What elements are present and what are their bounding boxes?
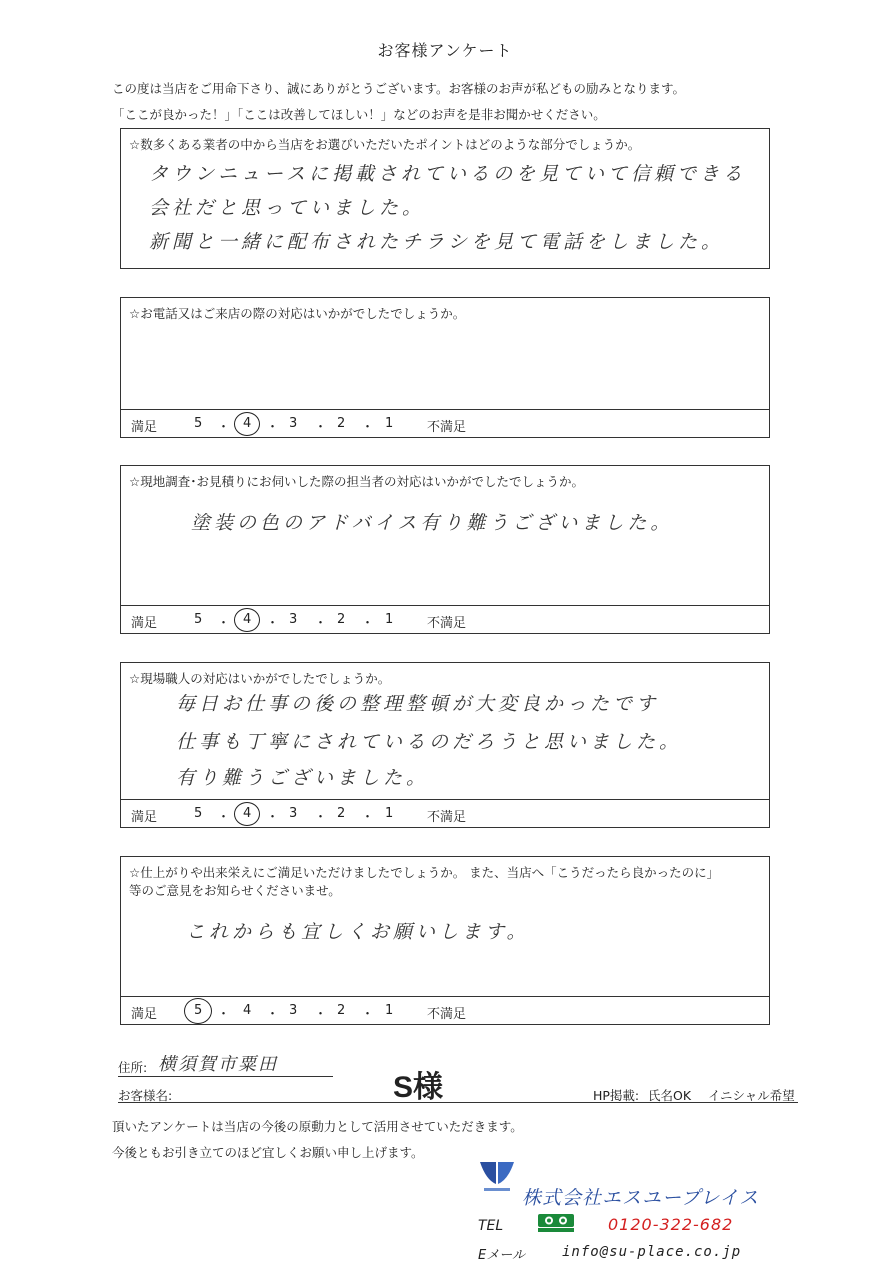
rating-4: 4 <box>243 1003 252 1018</box>
rating-satisfied-label: 満足 <box>131 1007 158 1022</box>
freedial-icon <box>538 1214 574 1232</box>
rating-5: 5 <box>194 806 203 821</box>
handwritten-answer: 毎日お仕事の後の整理整頓が大変良かったです <box>176 693 660 715</box>
customer-name: S様 <box>393 1071 444 1104</box>
tel-label: TEL <box>478 1218 504 1234</box>
intro-line-1: この度は当店をご用命下さり、誠にありがとうございます。お客様のお声が私どもの励みとなります。 <box>112 81 686 96</box>
rating-1: 1 <box>385 416 394 431</box>
freedial-number: 0120-322-682 <box>608 1215 734 1234</box>
rating-2: 2 <box>337 1003 346 1018</box>
rating-satisfied-label: 満足 <box>131 420 158 435</box>
hp-label: HP掲載: <box>593 1088 640 1103</box>
address-label: 住所: <box>118 1060 148 1075</box>
rating-scale <box>121 409 769 437</box>
rating-dot: ・ <box>266 616 280 631</box>
rating-3: 3 <box>289 416 298 431</box>
rating-2: 2 <box>337 806 346 821</box>
question-text: ☆数多くある業者の中から当店をお選びいただいたポイントはどのような部分でしょうか。 <box>129 137 641 152</box>
question-box-3 <box>120 465 770 634</box>
rating-dot: ・ <box>217 810 231 825</box>
selected-rating-circle <box>234 608 260 632</box>
rating-scale <box>121 605 769 633</box>
question-box-5 <box>120 856 770 1025</box>
rating-scale <box>121 996 769 1024</box>
address-field <box>118 1052 333 1077</box>
rating-dot: ・ <box>361 1007 375 1022</box>
handwritten-answer: 塗装の色のアドバイス有り難うございました。 <box>191 512 674 534</box>
handwritten-answer: 会社だと思っていました。 <box>149 197 426 219</box>
handwritten-answer: 新聞と一緒に配布されたチラシを見て電話をしました。 <box>149 231 725 253</box>
rating-dot: ・ <box>266 810 280 825</box>
closing-line-1: 頂いたアンケートは当店の今後の原動力として活用させていただきます。 <box>112 1119 523 1134</box>
rating-3: 3 <box>289 1003 298 1018</box>
rating-satisfied-label: 満足 <box>131 810 158 825</box>
closing-line-2: 今後ともお引き立てのほど宜しくお願い申し上げます。 <box>112 1145 424 1160</box>
question-box-2 <box>120 297 770 438</box>
question-text: ☆お電話又はご来店の際の対応はいかがでしたでしょうか。 <box>129 306 466 321</box>
handwritten-answer: タウンニュースに掲載されているのを見ていて信頼できる <box>149 163 747 185</box>
rating-unsatisfied-label: 不満足 <box>427 1007 467 1022</box>
handwritten-answer: これからも宜しくお願いします。 <box>186 921 530 943</box>
rating-3: 3 <box>289 806 298 821</box>
rating-dot: ・ <box>314 810 328 825</box>
selected-rating-circle <box>184 998 212 1024</box>
rating-dot: ・ <box>361 810 375 825</box>
rating-dot: ・ <box>314 616 328 631</box>
rating-satisfied-label: 満足 <box>131 616 158 631</box>
question-text: ☆現場職人の対応はいかがでしたでしょうか。 <box>129 671 391 686</box>
hp-option-name-ok: 氏名OK <box>648 1088 692 1103</box>
page-title: お客様アンケート <box>377 41 513 60</box>
address-value: 横須賀市粟田 <box>158 1054 278 1075</box>
rating-dot: ・ <box>314 420 328 435</box>
email-label: Eメール <box>478 1248 525 1263</box>
rating-1: 1 <box>385 1003 394 1018</box>
intro-line-2: 「ここが良かった！」「ここは改善してほしい！」などのお声を是非お聞かせください。 <box>112 107 606 122</box>
rating-5: 5 <box>194 1003 203 1018</box>
rating-dot: ・ <box>217 420 231 435</box>
question-text-cont: 等のご意見をお知らせくださいませ。 <box>129 883 341 898</box>
rating-2: 2 <box>337 612 346 627</box>
rating-5: 5 <box>194 416 203 431</box>
question-text: ☆現地調査･お見積りにお伺いした際の担当者の対応はいかがでしたでしょうか。 <box>129 474 584 489</box>
rating-2: 2 <box>337 416 346 431</box>
rating-1: 1 <box>385 612 394 627</box>
rating-dot: ・ <box>266 1007 280 1022</box>
rating-unsatisfied-label: 不満足 <box>427 420 467 435</box>
rating-4: 4 <box>243 806 252 821</box>
selected-rating-circle <box>234 412 260 436</box>
question-box-4 <box>120 662 770 828</box>
rating-4: 4 <box>243 416 252 431</box>
rating-1: 1 <box>385 806 394 821</box>
rating-dot: ・ <box>361 420 375 435</box>
rating-3: 3 <box>289 612 298 627</box>
customer-name-label: お客様名: <box>118 1088 173 1103</box>
rating-dot: ・ <box>217 616 231 631</box>
company-name: 株式会社エスユープレイス <box>522 1187 760 1209</box>
handwritten-answer: 有り難うございました。 <box>176 767 430 789</box>
email-address: info@su-place.co.jp <box>562 1244 742 1260</box>
company-logo-icon <box>476 1158 518 1198</box>
question-box-1 <box>120 128 770 269</box>
question-text: ☆仕上がりや出来栄えにご満足いただけましたでしょうか。 また、当店へ「こうだったら良かったのに」 <box>129 865 720 880</box>
rating-dot: ・ <box>314 1007 328 1022</box>
rating-dot: ・ <box>217 1007 231 1022</box>
selected-rating-circle <box>234 802 260 826</box>
hp-option-initial: イニシャル希望 <box>708 1088 795 1103</box>
handwritten-answer: 仕事も丁寧にされているのだろうと思いました。 <box>176 731 683 753</box>
rating-unsatisfied-label: 不満足 <box>427 810 467 825</box>
rating-unsatisfied-label: 不満足 <box>427 616 467 631</box>
rating-5: 5 <box>194 612 203 627</box>
customer-name-field <box>118 1080 798 1103</box>
rating-4: 4 <box>243 612 252 627</box>
rating-scale <box>121 799 769 827</box>
rating-dot: ・ <box>361 616 375 631</box>
rating-dot: ・ <box>266 420 280 435</box>
